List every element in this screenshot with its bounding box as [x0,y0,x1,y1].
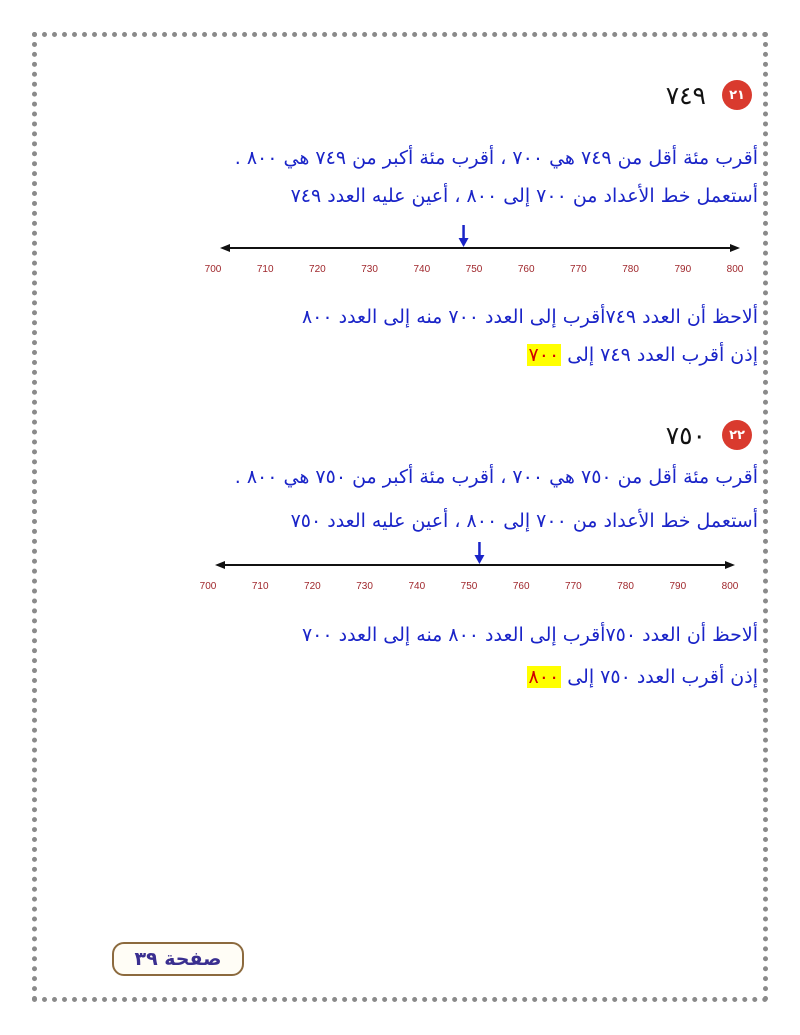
question-value: ٧٤٩ [665,80,706,110]
q21-conclusion-text: إذن أقرب العدد ٧٤٩ إلى [567,344,758,366]
tick-label: 780 [622,264,639,275]
tick-label: 800 [721,581,739,592]
tick-label: 800 [726,264,744,275]
tick-label: 770 [565,581,582,592]
q22-line-4 [527,666,758,688]
q22-line-1: أقرب مئة أقل من ٧٥٠ هي ٧٠٠ ، أقرب مئة أكبر من ٧٥٠ هي ٨٠٠ . [234,466,758,488]
tick-label: 790 [674,264,692,275]
q21-line-2: أستعمل خط الأعداد من ٧٠٠ إلى ٨٠٠ ، أعين عليه العدد ٧٤٩ [290,185,758,207]
tick-label: 740 [408,581,426,592]
q22-line-3: ألاحظ أن العدد ٧٥٠أقرب إلى العدد ٨٠٠ منه إلى العدد ٧٠٠ [301,624,758,646]
q22-number-line [200,542,750,592]
question-22-header [666,420,752,450]
tick-label: 700 [205,264,222,275]
q21-answer-highlight: ٧٠٠ [528,344,560,366]
tick-label: 740 [413,264,431,275]
tick-label: 710 [251,581,269,592]
right-arrow-head-icon [730,244,740,252]
tick-label: 790 [669,581,687,592]
tick-label: 730 [361,264,378,275]
tick-label: 760 [517,264,535,275]
tick-label: 730 [356,581,373,592]
tick-label: 770 [570,264,587,275]
q21-line-3: ألاحظ أن العدد ٧٤٩أقرب إلى العدد ٧٠٠ منه إلى العدد ٨٠٠ [301,306,758,328]
left-arrow-head-icon [220,244,230,252]
tick-label: 780 [617,581,634,592]
marker-arrow-icon [459,238,469,247]
tick-label: 720 [309,264,326,275]
question-21-header [666,80,752,110]
q22-line-2: أستعمل خط الأعداد من ٧٠٠ إلى ٨٠٠ ، أعين عليه العدد ٧٥٠ [290,510,758,532]
marker-arrow-icon [474,555,484,564]
q21-number-line [205,225,755,275]
tick-label: 710 [256,264,274,275]
tick-label: 700 [200,581,217,592]
right-arrow-head-icon [725,561,735,569]
tick-label: 750 [465,264,483,275]
left-arrow-head-icon [215,561,225,569]
question-value: ٧٥٠ [665,420,706,450]
q22-conclusion-text: إذن أقرب العدد ٧٥٠ إلى [567,666,758,688]
question-number-badge: ٢١ [722,80,752,110]
question-number-badge: ٢٢ [722,420,752,450]
q22-answer-highlight: ٨٠٠ [528,666,560,688]
tick-label: 760 [512,581,530,592]
tick-label: 750 [460,581,478,592]
q21-line-1: أقرب مئة أقل من ٧٤٩ هي ٧٠٠ ، أقرب مئة أكبر من ٧٤٩ هي ٨٠٠ . [234,147,758,169]
tick-label: 720 [304,581,321,592]
page-number-box: صفحة ٣٩ [112,942,244,976]
q21-line-4 [527,344,758,366]
